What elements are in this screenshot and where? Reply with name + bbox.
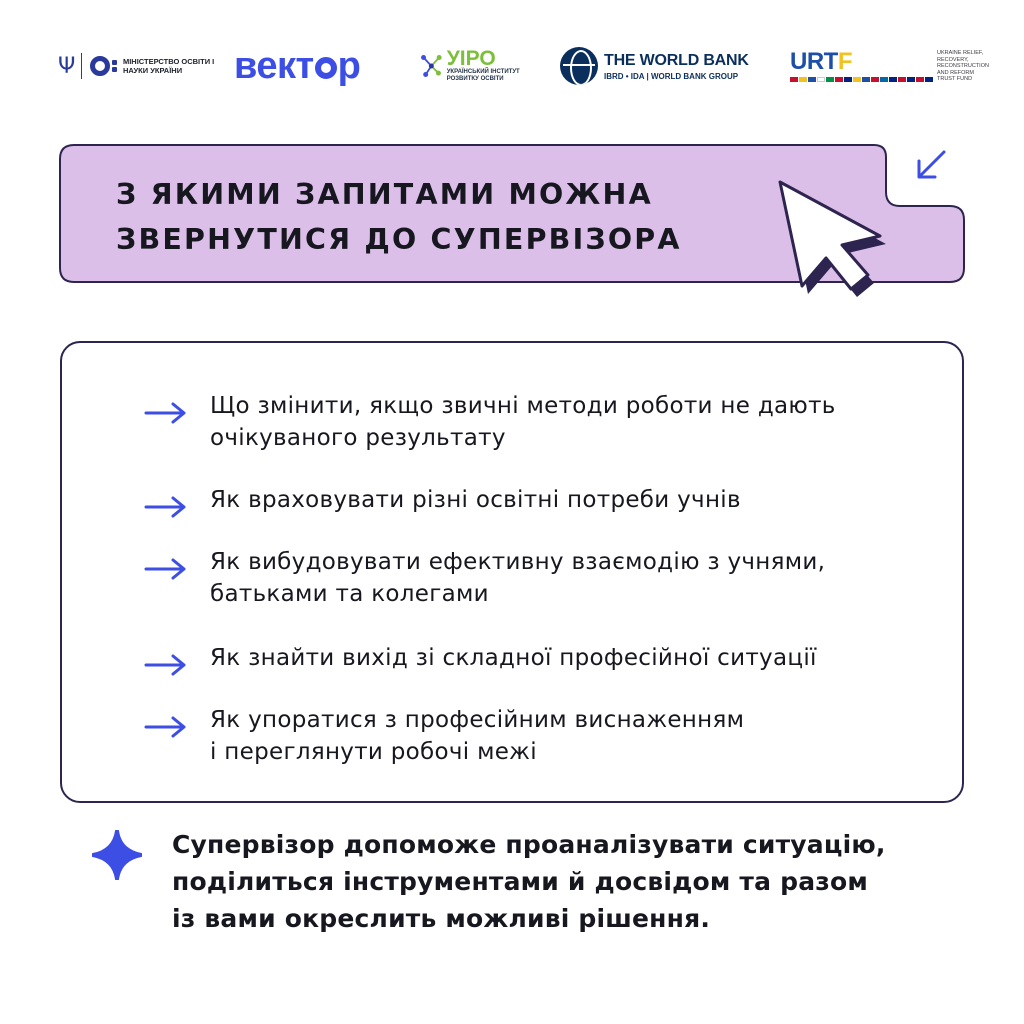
footer-line-2: поділиться інструментами й досвідом та разом [172, 867, 868, 896]
list-item-text-cont: очікуваного результату [210, 425, 506, 451]
list-item-text-cont: батьками та колегами [210, 581, 489, 607]
title-banner [0, 0, 1024, 320]
title-line-1: З ЯКИМИ ЗАПИТАМИ МОЖНА [116, 178, 653, 211]
list-item-text: Що змінити, якщо звичні методи роботи не дають [210, 393, 836, 419]
list-item-text: Як вибудовувати ефективну взаємодію з учнями, [210, 549, 826, 575]
vektor-text-end: р [337, 44, 361, 87]
right-arrow-icon [144, 716, 188, 738]
list-item [144, 642, 904, 704]
title-line-2: ЗВЕРНУТИСЯ ДО СУПЕРВІЗОРА [116, 223, 682, 256]
requests-list [144, 390, 904, 768]
vektor-text-start: вект [234, 44, 314, 87]
footer-line-3: із вами окреслить можливі рішення. [172, 904, 711, 933]
urtf-name-a: URT [790, 48, 838, 75]
right-arrow-icon [144, 558, 188, 580]
footer-line-1: Супервізор допоможе проаналізувати ситуацію, [172, 830, 886, 859]
uipo-name: УІРО [446, 47, 496, 70]
list-item-text: Як упоратися з професійним виснаженням [210, 707, 745, 733]
uipo-subtitle: УКРАЇНСЬКИЙ ІНСТИТУТ РОЗВИТКУ ОСВІТИ [446, 69, 520, 82]
list-item-text: Як знайти вихід зі складної професійної ситуації [210, 645, 817, 671]
list-item [144, 704, 904, 768]
urtf-name-b: F [837, 48, 852, 75]
right-arrow-icon [144, 402, 188, 424]
world-bank-subtitle: IBRD • IDA | WORLD BANK GROUP [604, 71, 739, 81]
list-item [144, 546, 904, 642]
footer-note [172, 826, 952, 937]
ministry-name: МІНІСТЕРСТВО ОСВІТИ І НАУКИ УКРАЇНИ [122, 57, 215, 75]
page-title [116, 172, 682, 262]
list-item [144, 484, 904, 546]
world-bank-name: THE WORLD BANK [604, 51, 749, 69]
trident-icon: Ψ [58, 53, 76, 79]
diagonal-arrow-icon [919, 152, 944, 177]
list-item-text: Як враховувати різні освітні потреби учнів [210, 487, 741, 513]
sparkle-star-icon [92, 830, 142, 880]
urtf-description: UKRAINE RELIEF, RECOVERY, RECONSTRUCTION AND REFORM TRUST FUND [937, 50, 989, 82]
right-arrow-icon [144, 654, 188, 676]
list-item-text-cont: і переглянути робочі межі [210, 739, 537, 765]
list-item [144, 390, 904, 484]
right-arrow-icon [144, 496, 188, 518]
